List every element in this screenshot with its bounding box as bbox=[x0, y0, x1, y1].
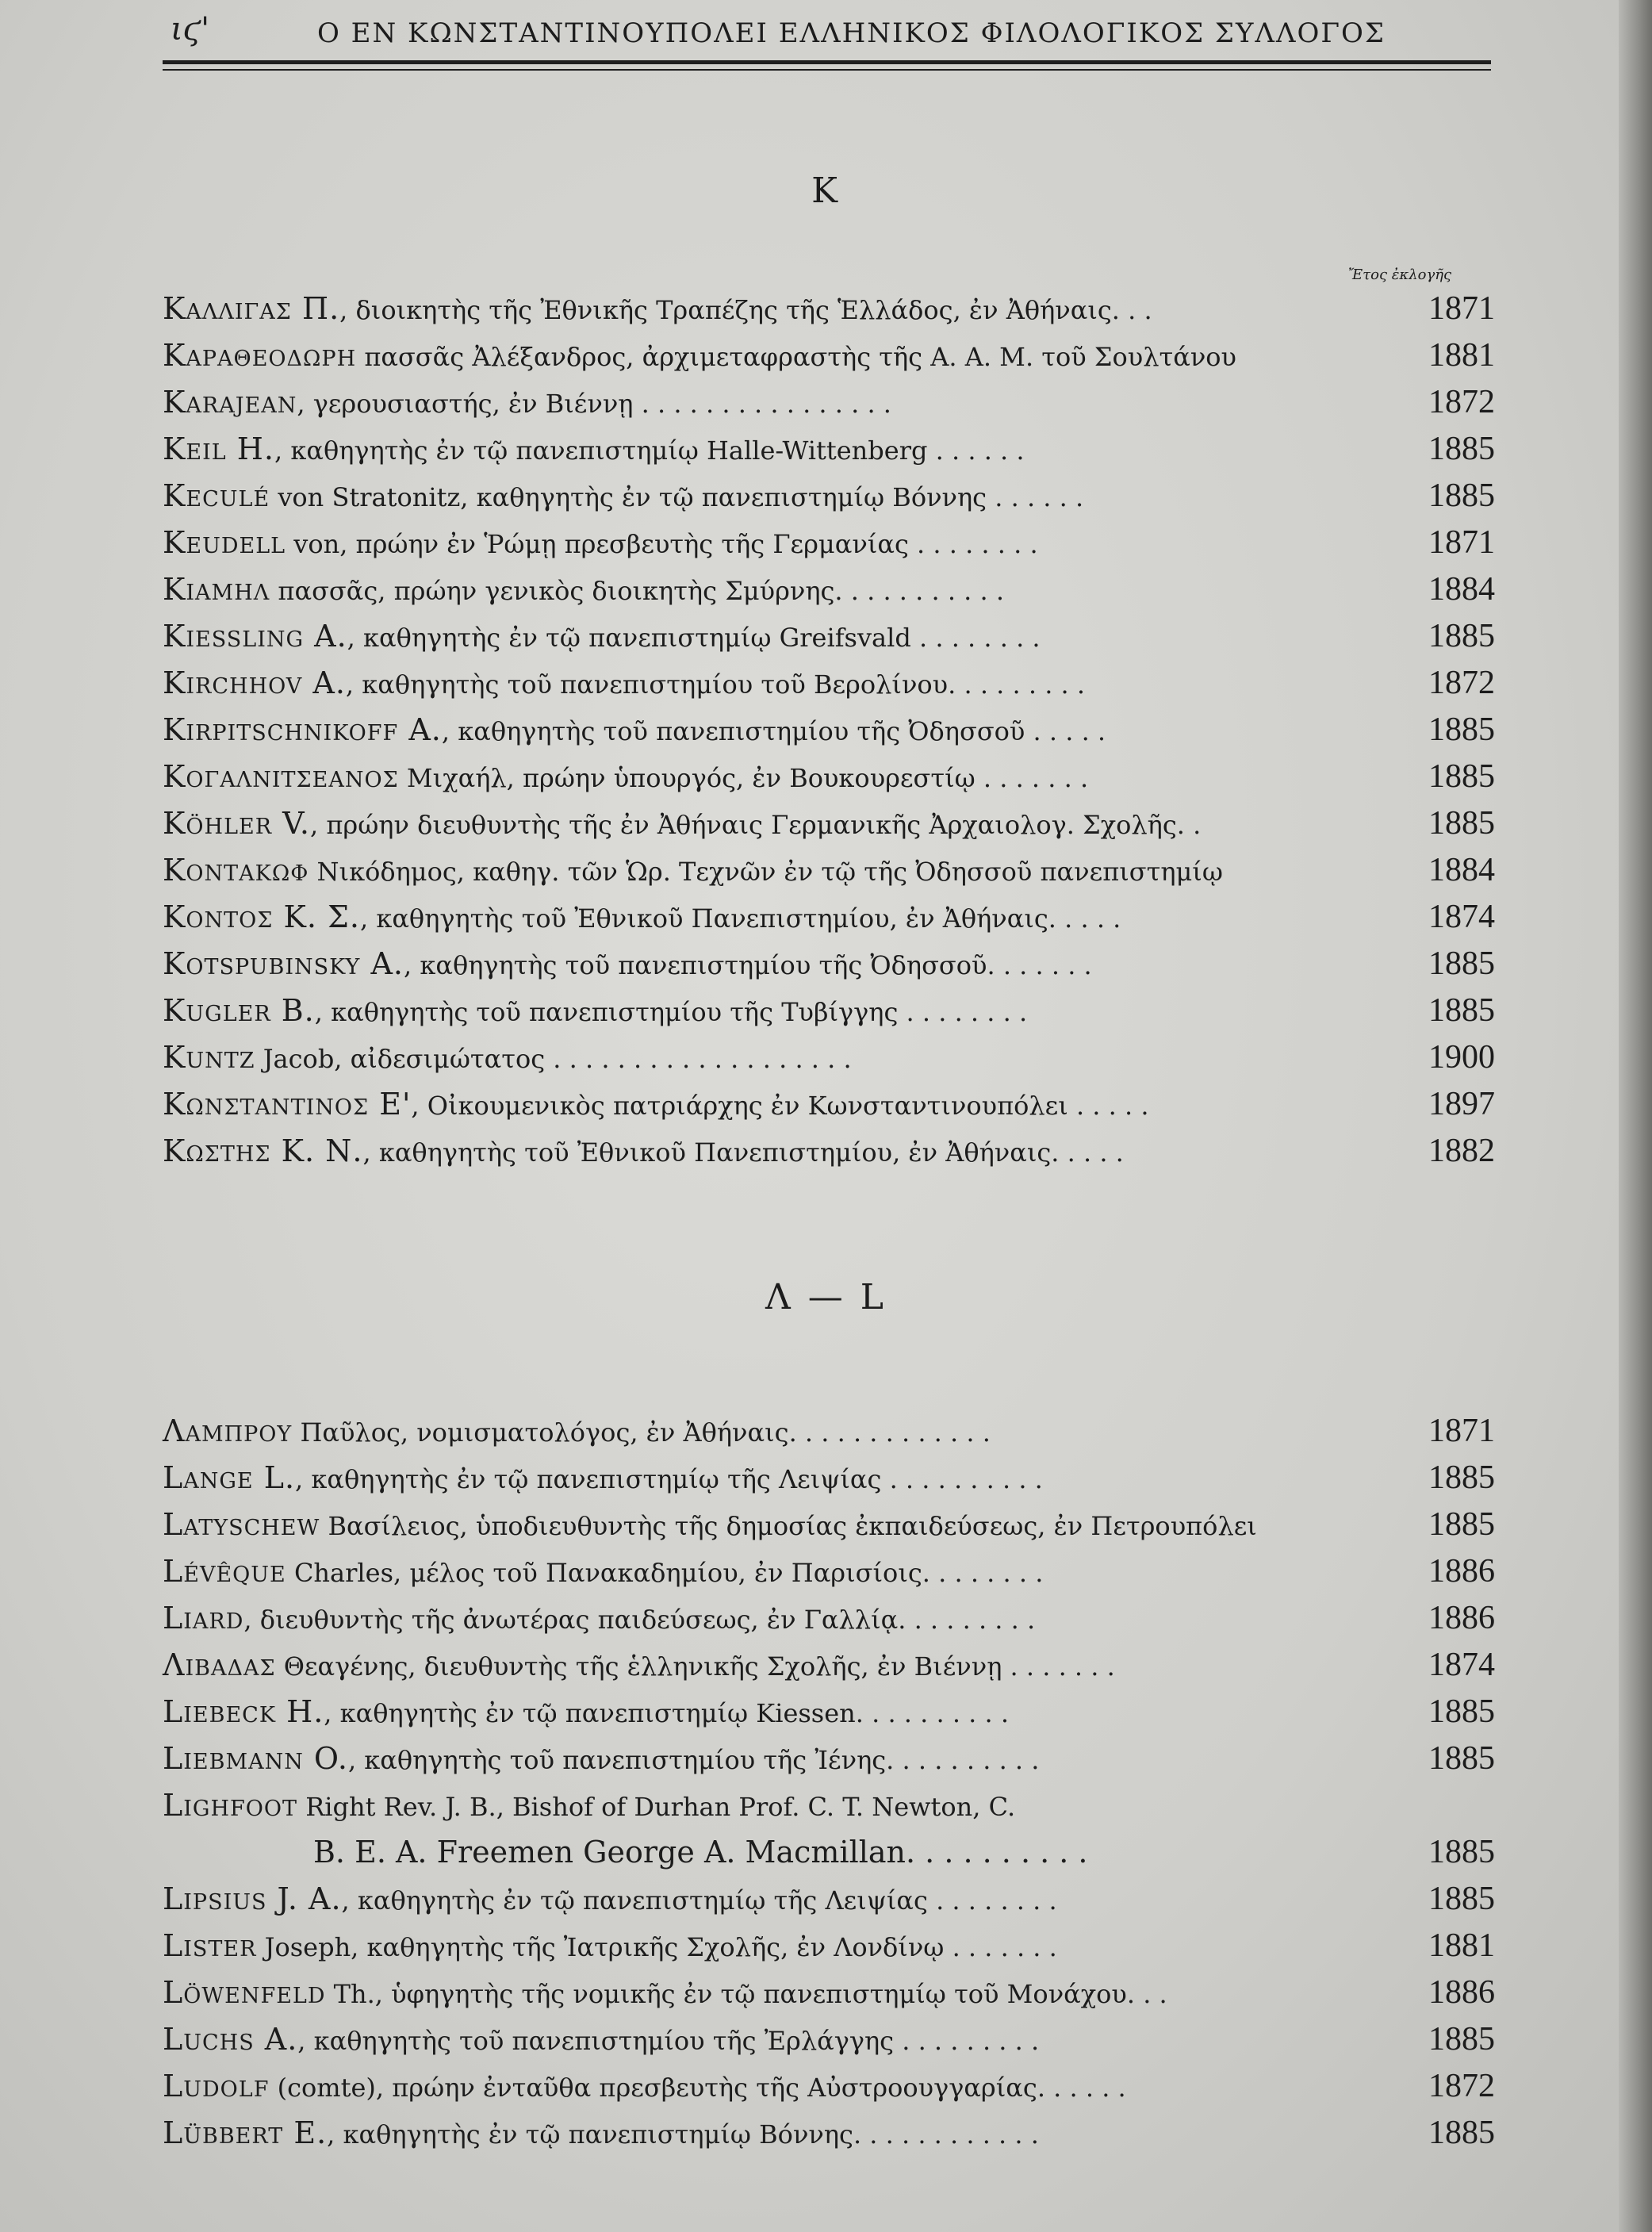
list-item bbox=[163, 332, 1495, 379]
member-description: (comte), πρώην ἐνταῦθα πρεσβευτὴς τῆς Αὐστροουγγαρίας. . . . . . bbox=[269, 2073, 1126, 2103]
election-year: 1885 bbox=[1428, 431, 1495, 467]
election-year: 1872 bbox=[1428, 665, 1495, 701]
member-description: Right Rev. J. B., Bishof of Durhan Prof. C. T. Newton, C. bbox=[297, 1792, 1016, 1822]
list-item bbox=[163, 2016, 1495, 2063]
member-description: , πρώην διευθυντὴς τῆς ἐν Ἀθήναις Γερμανικῆς Ἀρχαιολογ. Σχολῆς. . bbox=[310, 810, 1202, 840]
election-year: 1885 bbox=[1428, 2021, 1495, 2058]
member-name: Kugler B. bbox=[163, 993, 315, 1028]
election-year: 1885 bbox=[1428, 1740, 1495, 1777]
header-rule-thick bbox=[163, 60, 1491, 64]
member-name: Löwenfeld bbox=[163, 1975, 326, 2010]
member-description: , καθηγητὴς τοῦ πανεπιστημίου τῆς Ὀδησσοῦ. . . . . . . bbox=[403, 950, 1092, 980]
election-year: 1874 bbox=[1428, 1647, 1495, 1683]
list-item bbox=[163, 941, 1495, 988]
member-description: Th., ὑφηγητὴς τῆς νομικῆς ἐν τῷ πανεπιστημίῳ τοῦ Μονάχου. . . bbox=[325, 1979, 1167, 2009]
member-name: Liebmann O. bbox=[163, 1741, 348, 1776]
section-heading-k: K bbox=[811, 171, 841, 211]
list-item bbox=[163, 1782, 1495, 1876]
election-year: 1897 bbox=[1428, 1086, 1495, 1122]
list-item bbox=[163, 379, 1495, 426]
list-item bbox=[163, 1595, 1495, 1642]
election-year: 1882 bbox=[1428, 1133, 1495, 1169]
member-name: Κωνσταντινος Ε' bbox=[163, 1087, 412, 1122]
member-name: Keudell bbox=[163, 525, 286, 560]
list-item bbox=[163, 1081, 1495, 1128]
member-description: Joseph, καθηγητὴς τῆς Ἰατρικῆς Σχολῆς, ἐν Λονδίνῳ . . . . . . . bbox=[256, 1932, 1057, 1962]
election-year: 1872 bbox=[1428, 2068, 1495, 2104]
member-description: , καθηγητὴς ἐν τῷ πανεπιστημίῳ Greifsvald . . . . . . . . bbox=[347, 623, 1041, 653]
member-name: Lighfoot bbox=[163, 1788, 298, 1823]
page-header bbox=[163, 11, 1495, 59]
list-item bbox=[163, 1408, 1495, 1455]
member-description: Charles, μέλος τοῦ Πανακαδημίου, ἐν Παρισίοις. . . . . . . . bbox=[286, 1558, 1044, 1588]
members-list-l bbox=[163, 1408, 1495, 2157]
election-year: 1871 bbox=[1428, 524, 1495, 561]
member-description: , καθηγητὴς τοῦ πανεπιστημίου τῆς Ὀδησσοῦ . . . . . bbox=[441, 716, 1106, 746]
member-name: Κοντος Κ. Σ. bbox=[163, 899, 360, 934]
member-name: Luchs A. bbox=[163, 2022, 298, 2057]
list-item bbox=[163, 1642, 1495, 1689]
member-description: , Οἰκουμενικὸς πατριάρχης ἐν Κωνσταντινουπόλει . . . . . bbox=[411, 1091, 1149, 1121]
member-description: , καθηγητὴς ἐν τῷ πανεπιστημίῳ Halle-Wittenberg . . . . . . bbox=[274, 435, 1025, 466]
list-item bbox=[163, 1969, 1495, 2016]
member-name: Λιβαδας bbox=[163, 1647, 276, 1682]
list-item bbox=[163, 1034, 1495, 1081]
election-year: 1884 bbox=[1428, 571, 1495, 608]
election-year: 1881 bbox=[1428, 1927, 1495, 1964]
list-item bbox=[163, 1735, 1495, 1782]
member-name: Kuntz bbox=[163, 1040, 255, 1075]
election-year: 1885 bbox=[1428, 1459, 1495, 1496]
running-title: Ο ΕΝ ΚΩΝΣΤΑΝΤΙΝΟΥΠΟΛΕΙ ΕΛΛΗΝΙΚΟΣ ΦΙΛΟΛΟΓΙΚΟΣ ΣΥΛΛΟΓΟΣ bbox=[317, 17, 1386, 49]
list-item bbox=[163, 1923, 1495, 1969]
member-description: , καθηγητὴς τοῦ πανεπιστημίου τῆς Ἐρλάγγης . . . . . . . . . bbox=[297, 2026, 1040, 2056]
election-year: 1885 bbox=[1428, 1834, 1495, 1870]
list-item bbox=[163, 1501, 1495, 1548]
member-name: Ludolf bbox=[163, 2069, 270, 2104]
list-item bbox=[163, 473, 1495, 520]
member-description: , καθηγητὴς τοῦ πανεπιστημίου τῆς Ἰένης. . . . . . . . . . bbox=[347, 1745, 1040, 1775]
member-description: , καθηγητὴς ἐν τῷ πανεπιστημίῳ τῆς Λειψίας . . . . . . . . bbox=[341, 1885, 1057, 1916]
election-year: 1885 bbox=[1428, 2115, 1495, 2151]
member-description: Jacob, αἰδεσιμώτατος . . . . . . . . . . . . . . . . . . . bbox=[255, 1044, 852, 1074]
member-name: Liebeck H. bbox=[163, 1694, 324, 1729]
member-name: Liard bbox=[163, 1601, 244, 1636]
member-description: , καθηγητὴς τοῦ Ἐθνικοῦ Πανεπιστημίου, ἐν Ἀθήναις. . . . . bbox=[362, 1137, 1124, 1168]
member-description: Παῦλος, νομισματολόγος, ἐν Ἀθήναις. . . . . . . . . . . . . bbox=[292, 1417, 991, 1448]
member-name: Κωστης Κ. Ν. bbox=[163, 1133, 363, 1168]
member-name: Λαμπρου bbox=[163, 1413, 293, 1448]
page-gutter-shadow bbox=[1619, 0, 1652, 2232]
election-year: 1872 bbox=[1428, 384, 1495, 420]
member-description: , καθηγητὴς ἐν τῷ πανεπιστημίῳ Kiessen. . . . . . . . . . bbox=[324, 1698, 1010, 1728]
election-year: 1885 bbox=[1428, 945, 1495, 982]
election-year: 1874 bbox=[1428, 899, 1495, 935]
member-name: Κοντακωφ bbox=[163, 853, 309, 888]
member-name: Lipsius J. A. bbox=[163, 1881, 342, 1916]
member-description-continued: B. E. A. Freemen George A. Macmillan. . . . . . . . . . bbox=[313, 1835, 1088, 1870]
member-description: , καθηγητὴς ἐν τῷ πανεπιστημίῳ Βόννης. . . . . . . . . . . . bbox=[327, 2119, 1039, 2150]
header-rule-thin bbox=[163, 69, 1491, 71]
list-item bbox=[163, 1548, 1495, 1595]
list-item bbox=[163, 286, 1495, 332]
members-list-k bbox=[163, 286, 1495, 1175]
election-year: 1885 bbox=[1428, 758, 1495, 795]
member-name: Kotspubinsky A. bbox=[163, 946, 404, 981]
list-item bbox=[163, 707, 1495, 754]
election-year: 1885 bbox=[1428, 1693, 1495, 1730]
list-item bbox=[163, 894, 1495, 941]
member-name: Keculé bbox=[163, 478, 270, 513]
list-item bbox=[163, 988, 1495, 1034]
year-column-label: Ἔτος ἐκλογῆς bbox=[1348, 267, 1452, 283]
member-description: Θεαγένης, διευθυντὴς τῆς ἑλληνικῆς Σχολῆς, ἐν Βιέννῃ . . . . . . . bbox=[275, 1651, 1115, 1682]
election-year: 1885 bbox=[1428, 992, 1495, 1029]
member-name: Köhler V. bbox=[163, 806, 310, 841]
member-description: πασσᾶς Ἀλέξανδρος, ἀρχιμεταφραστὴς τῆς Α. Α. Μ. τοῦ Σουλτάνου bbox=[356, 342, 1236, 372]
member-name: Καραθεοδωρη bbox=[163, 338, 357, 373]
list-item bbox=[163, 1128, 1495, 1175]
election-year: 1886 bbox=[1428, 1553, 1495, 1590]
election-year: 1886 bbox=[1428, 1974, 1495, 2011]
member-description: Μιχαήλ, πρώην ὑπουργός, ἐν Βουκουρεστίῳ . . . . . . . bbox=[398, 763, 1089, 793]
member-description: , καθηγητὴς τοῦ Ἐθνικοῦ Πανεπιστημίου, ἐν Ἀθήναις. . . . . bbox=[359, 903, 1121, 934]
list-item bbox=[163, 613, 1495, 660]
member-description: Νικόδημος, καθηγ. τῶν Ὡρ. Τεχνῶν ἐν τῷ τῆς Ὀδησσοῦ πανεπιστημίῳ bbox=[309, 857, 1223, 887]
list-item bbox=[163, 847, 1495, 894]
list-item bbox=[163, 1455, 1495, 1501]
member-name: Keil H. bbox=[163, 431, 274, 466]
member-name: Κιαμηλ bbox=[163, 572, 270, 607]
election-year: 1886 bbox=[1428, 1600, 1495, 1636]
page-number: ιϛ' bbox=[171, 11, 210, 48]
election-year: 1885 bbox=[1428, 477, 1495, 514]
member-name: Καλλιγας Π. bbox=[163, 291, 340, 326]
election-year: 1871 bbox=[1428, 1413, 1495, 1449]
member-description: , γερουσιαστής, ἐν Βιέννῃ . . . . . . . . . . . . . . . . bbox=[297, 389, 891, 419]
member-description: von Stratonitz, καθηγητὴς ἐν τῷ πανεπιστημίῳ Βόννης . . . . . . bbox=[270, 482, 1084, 512]
section-heading-l: Λ — L bbox=[765, 1277, 887, 1317]
election-year: 1885 bbox=[1428, 805, 1495, 842]
member-description: Βασίλειος, ὑποδιευθυντὴς τῆς δημοσίας ἐκπαιδεύσεως, ἐν Πετρουπόλει bbox=[320, 1511, 1257, 1541]
member-description: , καθηγητὴς ἐν τῷ πανεπιστημίῳ τῆς Λειψίας . . . . . . . . . . bbox=[295, 1464, 1043, 1494]
member-name: Kiessling A. bbox=[163, 619, 347, 654]
member-description: , καθηγητὴς τοῦ πανεπιστημίου τοῦ Βερολίνου. . . . . . . . . bbox=[345, 669, 1086, 700]
member-name: Lévêque bbox=[163, 1554, 286, 1589]
election-year: 1885 bbox=[1428, 618, 1495, 654]
election-year: 1881 bbox=[1428, 337, 1495, 374]
list-item bbox=[163, 800, 1495, 847]
member-name: Karajean bbox=[163, 385, 297, 420]
member-name: Lange L. bbox=[163, 1460, 296, 1495]
member-name: Lister bbox=[163, 1928, 257, 1963]
member-description: von, πρώην ἐν Ῥώμῃ πρεσβευτὴς τῆς Γερμανίας . . . . . . . . bbox=[286, 529, 1038, 559]
member-name: Lübbert E. bbox=[163, 2115, 328, 2150]
election-year: 1885 bbox=[1428, 711, 1495, 748]
list-item bbox=[163, 2063, 1495, 2110]
list-item bbox=[163, 426, 1495, 473]
member-description: , διευθυντὴς τῆς ἀνωτέρας παιδεύσεως, ἐν Γαλλίᾳ. . . . . . . . . bbox=[243, 1605, 1036, 1635]
list-item bbox=[163, 754, 1495, 800]
list-item bbox=[163, 2110, 1495, 2157]
member-name: Κογαλνιτσεανος bbox=[163, 759, 399, 794]
member-name: Latyschew bbox=[163, 1507, 320, 1542]
member-description: πασσᾶς, πρώην γενικὸς διοικητὴς Σμύρνης. . . . . . . . . . . bbox=[270, 576, 1005, 606]
election-year: 1871 bbox=[1428, 290, 1495, 327]
election-year: 1884 bbox=[1428, 852, 1495, 888]
member-name: Kirpitschnikoff A. bbox=[163, 712, 442, 747]
election-year: 1885 bbox=[1428, 1506, 1495, 1543]
election-year: 1885 bbox=[1428, 1881, 1495, 1917]
member-name: Kirchhov A. bbox=[163, 665, 346, 700]
list-item bbox=[163, 520, 1495, 566]
member-description: , διοικητὴς τῆς Ἐθνικῆς Τραπέζης τῆς Ἑλλάδος, ἐν Ἀθήναις. . . bbox=[339, 295, 1152, 325]
list-item bbox=[163, 660, 1495, 707]
member-description: , καθηγητὴς τοῦ πανεπιστημίου τῆς Τυβίγγης . . . . . . . . bbox=[314, 997, 1028, 1027]
list-item bbox=[163, 1689, 1495, 1735]
list-item bbox=[163, 566, 1495, 613]
list-item bbox=[163, 1876, 1495, 1923]
election-year: 1900 bbox=[1428, 1039, 1495, 1076]
